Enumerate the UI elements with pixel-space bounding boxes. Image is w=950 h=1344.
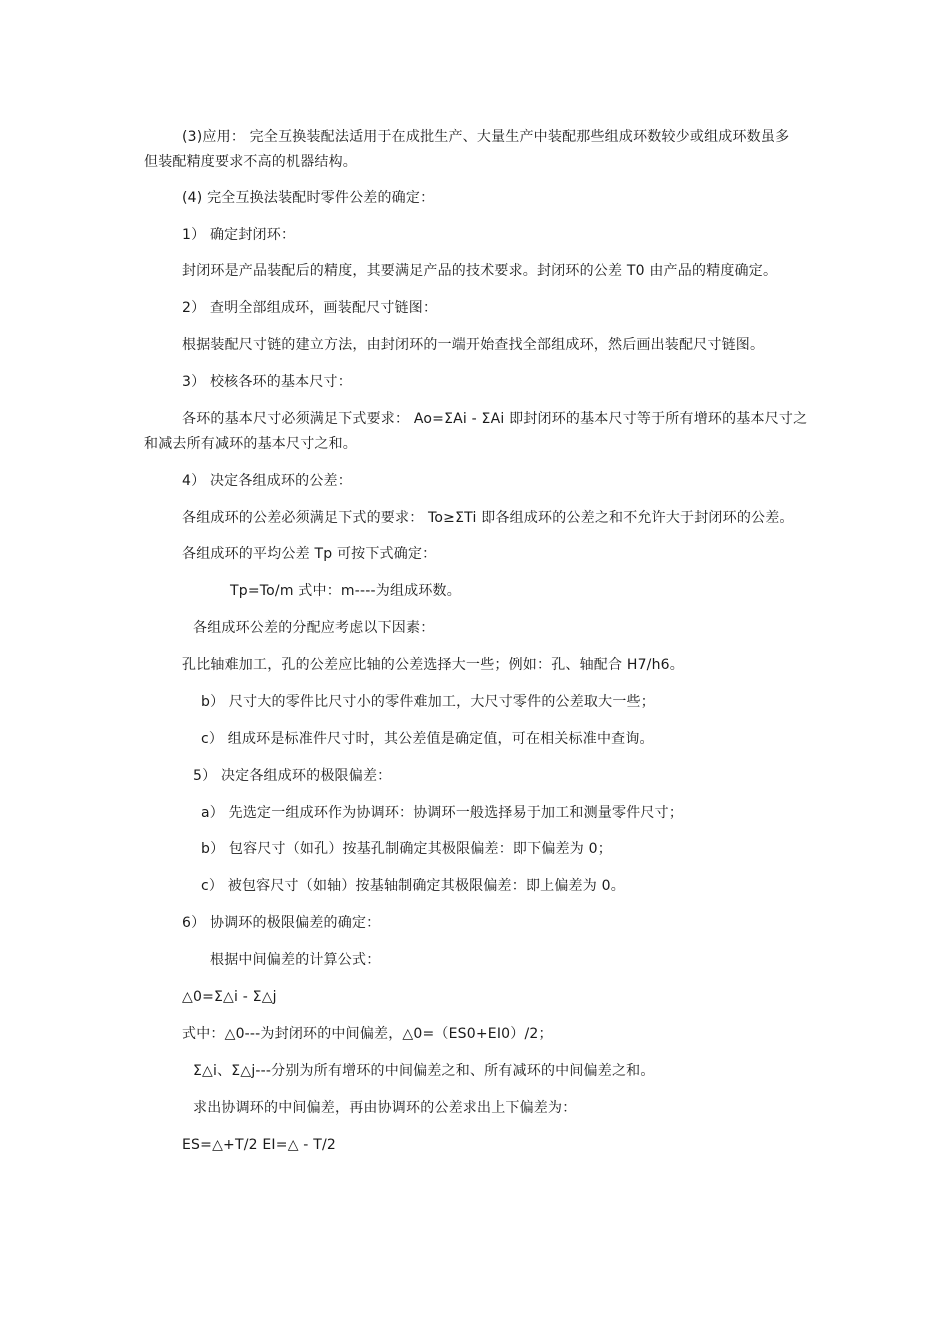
- formula-tp: Tp=To/m 式中：m----为组成环数。: [230, 583, 461, 599]
- para-3-application: (3)应用： 完全互换装配法适用于在成批生产、大量生产中装配那些组成环数较少或组成环数虽多: [182, 129, 790, 145]
- step-6-heading: 6） 协调环的极限偏差的确定：: [182, 915, 381, 931]
- para-3-application-cont: 但装配精度要求不高的机器结构。: [144, 154, 357, 170]
- step-1-text: 封闭环是产品装配后的精度，其要满足产品的技术要求。封闭环的公差 T0 由产品的精度确定。: [182, 263, 778, 279]
- step-2-text: 根据装配尺寸链的建立方法，由封闭环的一端开始查找全部组成环，然后画出装配尺寸链图。: [182, 337, 765, 353]
- step-4-heading: 4） 决定各组成环的公差：: [182, 473, 352, 489]
- formula-explanation: 式中：△0---为封闭环的中间偏差，△0=（ES0+EI0）/2；: [182, 1026, 553, 1042]
- step-3-heading: 3） 校核各环的基本尺寸：: [182, 374, 352, 390]
- derive-deviation: 求出协调环的中间偏差，再由协调环的公差求出上下偏差为：: [193, 1100, 577, 1116]
- step-4-average: 各组成环的平均公差 Tp 可按下式确定：: [182, 546, 437, 562]
- step-6-formula-intro: 根据中间偏差的计算公式：: [210, 952, 381, 968]
- allocation-heading: 各组成环公差的分配应考虑以下因素：: [193, 620, 435, 636]
- step-2-heading: 2） 查明全部组成环，画装配尺寸链图：: [182, 300, 438, 316]
- step-5-b: b） 包容尺寸（如孔）按基孔制确定其极限偏差：即下偏差为 0；: [201, 841, 612, 857]
- formula-es-ei: ES=△+T/2 EI=△ - T/2: [182, 1137, 336, 1153]
- step-5-heading: 5） 决定各组成环的极限偏差：: [193, 768, 392, 784]
- step-5-c: c） 被包容尺寸（如轴）按基轴制确定其极限偏差：即上偏差为 0。: [201, 878, 625, 894]
- formula-delta: △0=Σ△i - Σ△j: [182, 989, 277, 1005]
- step-1-heading: 1） 确定封闭环：: [182, 227, 296, 243]
- allocation-c: c） 组成环是标准件尺寸时，其公差值是确定值，可在相关标准中查询。: [201, 731, 654, 747]
- step-4-text: 各组成环的公差必须满足下式的要求： To≥ΣTi 即各组成环的公差之和不允许大于封闭环的公差。: [182, 510, 794, 526]
- allocation-a: 孔比轴难加工，孔的公差应比轴的公差选择大一些；例如：孔、轴配合 H7/h6。: [182, 657, 684, 673]
- step-3-text: 各环的基本尺寸必须满足下式要求： Ao=ΣAi - ΣAi 即封闭环的基本尺寸等于所有增环的基本尺寸之: [182, 411, 808, 427]
- allocation-b: b） 尺寸大的零件比尺寸小的零件难加工，大尺寸零件的公差取大一些；: [201, 694, 655, 710]
- step-5-a: a） 先选定一组成环作为协调环：协调环一般选择易于加工和测量零件尺寸；: [201, 805, 684, 821]
- step-3-text-cont: 和减去所有减环的基本尺寸之和。: [144, 436, 357, 452]
- heading-4-tolerance: (4) 完全互换法装配时零件公差的确定：: [182, 190, 435, 206]
- sum-explanation: Σ△i、Σ△j---分别为所有增环的中间偏差之和、所有减环的中间偏差之和。: [193, 1063, 655, 1079]
